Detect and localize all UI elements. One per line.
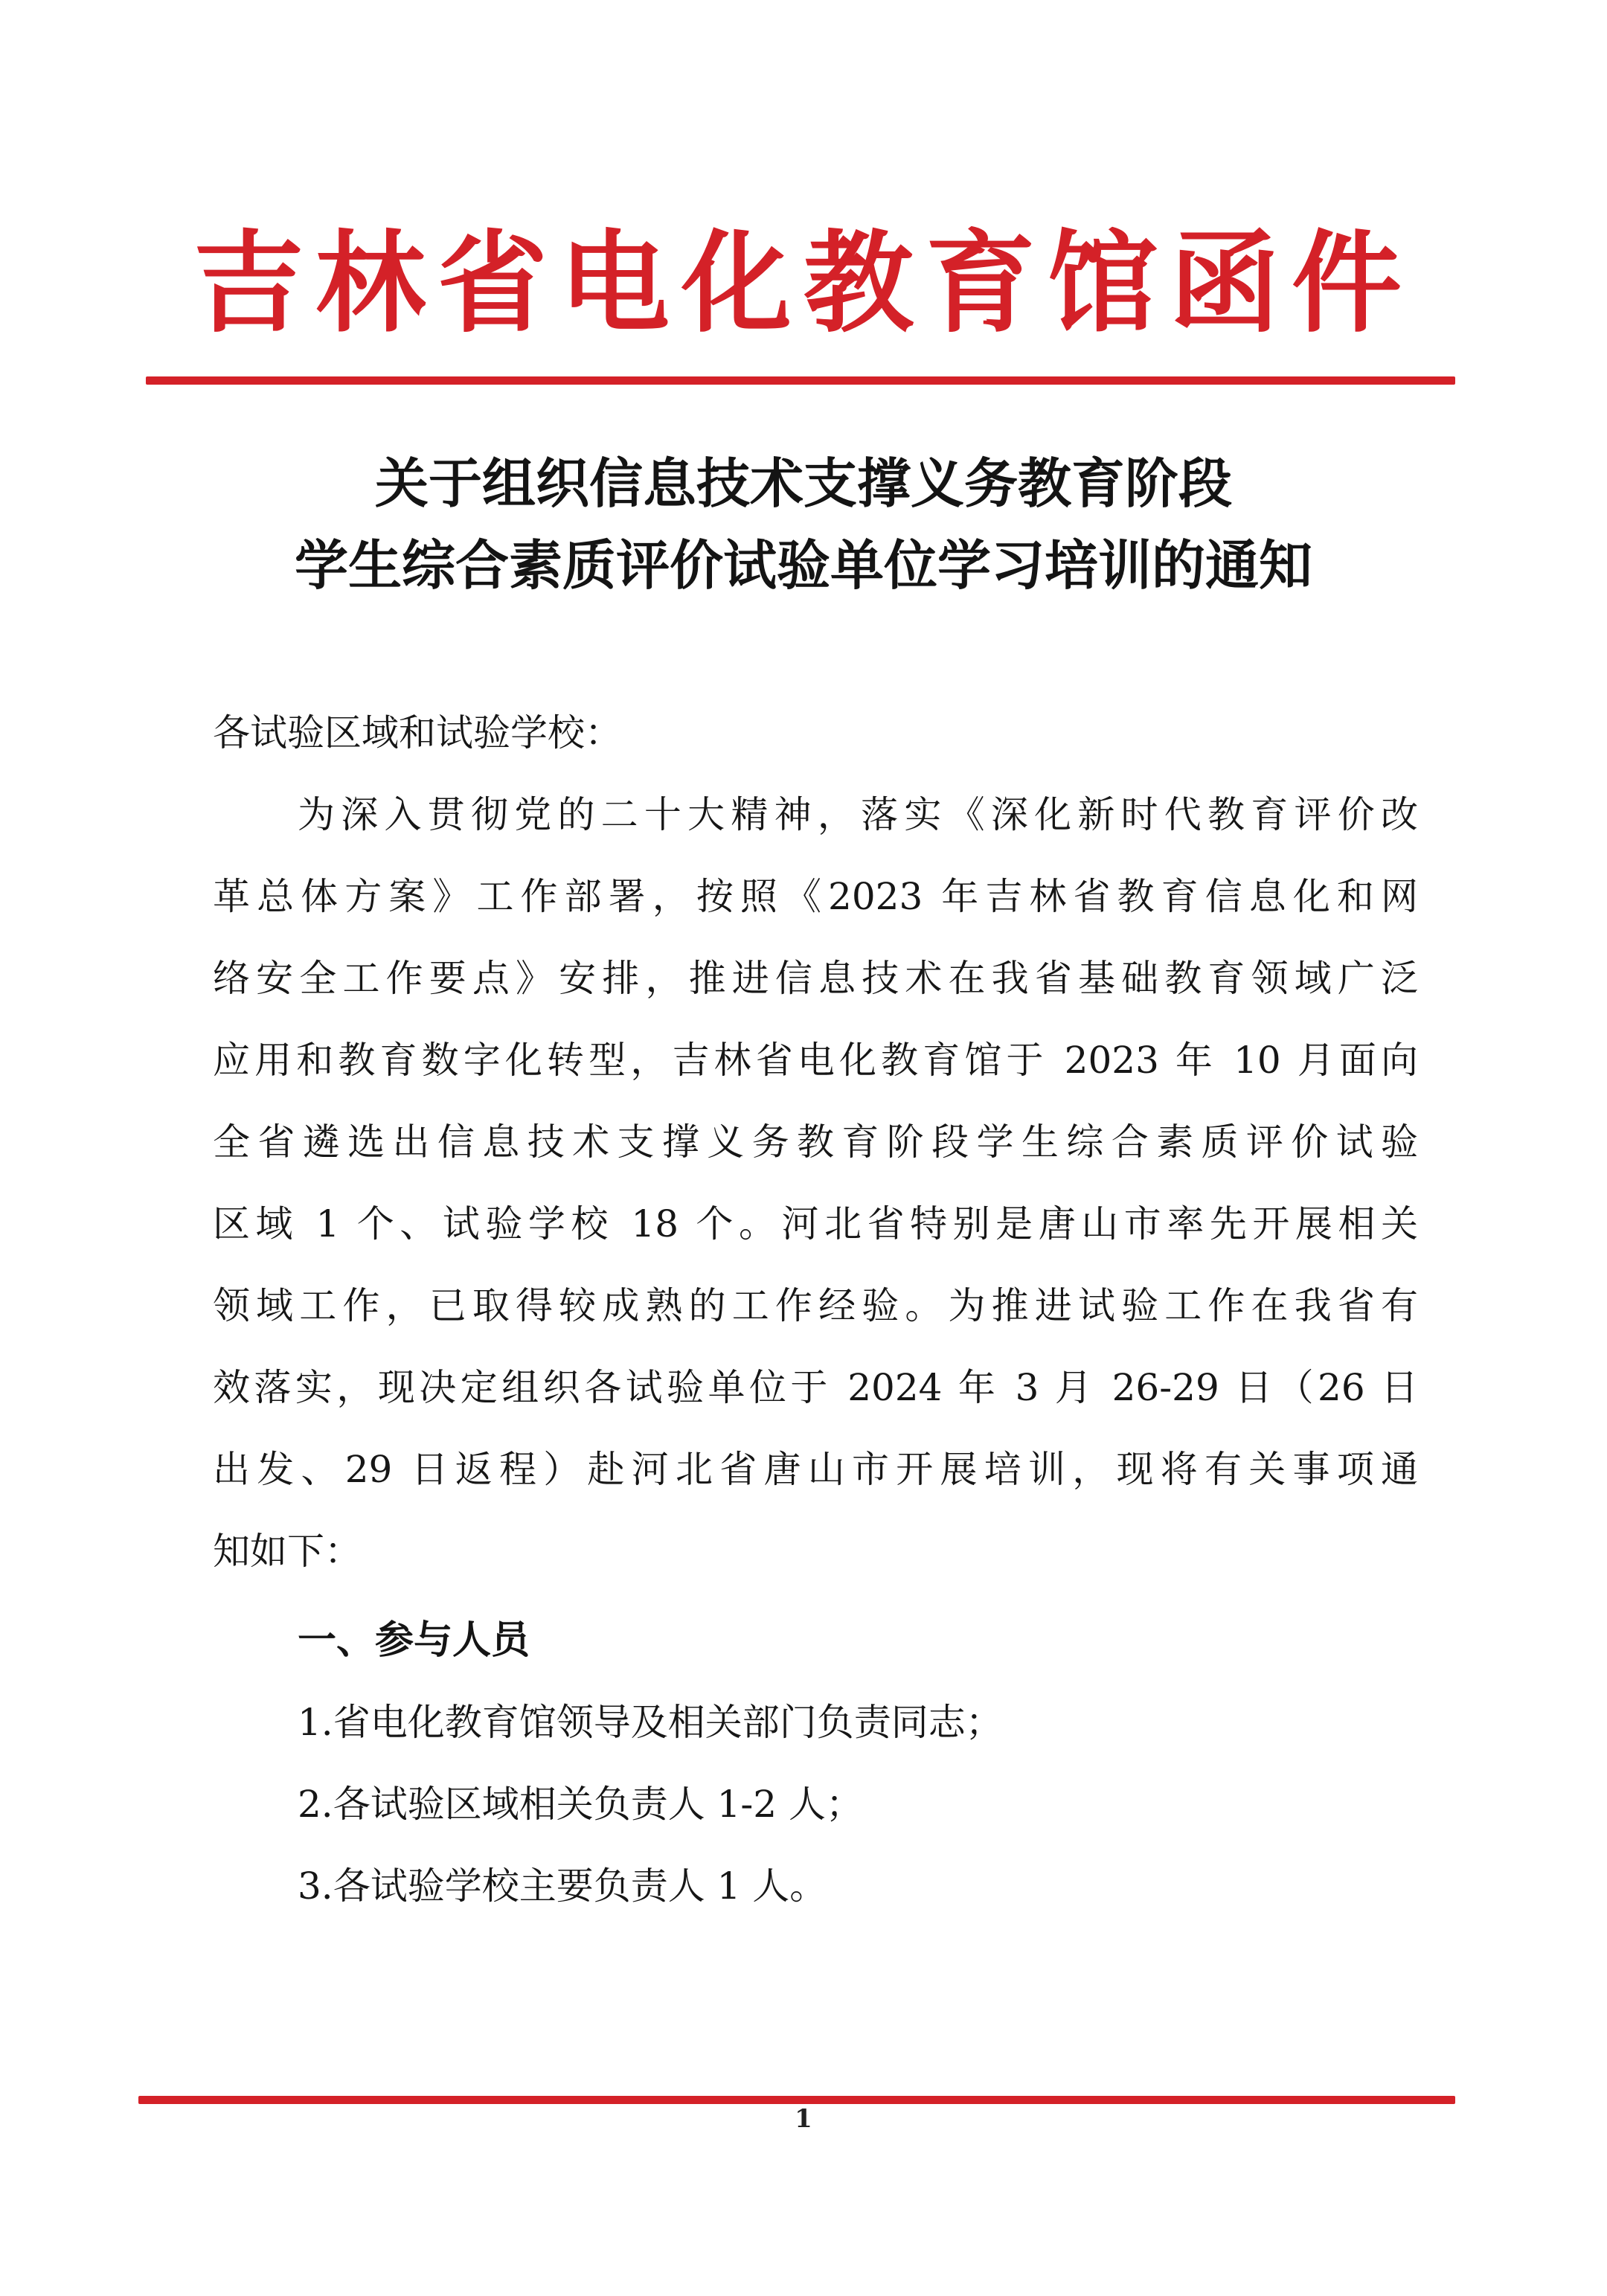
body-line: 出发、29 日返程）赴河北省唐山市开展培训，现将有关事项通 (213, 1448, 1418, 1491)
footer-red-rule (138, 2096, 1455, 2104)
body-line: 络安全工作要点》安排，推进信息技术在我省基础教育领域广泛 (213, 957, 1418, 1000)
body-line: 领域工作，已取得较成熟的工作经验。为推进试验工作在我省有 (213, 1284, 1418, 1327)
body-line: 应用和教育数字化转型，吉林省电化教育馆于 2023 年 10 月面向 (213, 1039, 1418, 1082)
body-paragraph (213, 774, 1418, 1592)
body-line: 革总体方案》工作部署，按照《2023 年吉林省教育信息化和网 (213, 875, 1418, 918)
list-item: 1.省电化教育馆领导及相关部门负责同志； (298, 1701, 1003, 1744)
section-heading-participants: 一、参与人员 (298, 1618, 530, 1663)
body-line: 效落实，现决定组织各试验单位于 2024 年 3 月 26-29 日（26 日 (213, 1366, 1418, 1409)
list-item: 2.各试验区域相关负责人 1-2 人； (298, 1783, 864, 1826)
header-red-rule (146, 376, 1455, 385)
list-item: 3.各试验学校主要负责人 1 人。 (298, 1864, 827, 1908)
notice-title-line-2: 学生综合素质评价试验单位学习培训的通知 (294, 534, 1312, 597)
letterhead-title: 吉林省电化教育馆函件 (193, 218, 1414, 347)
body-line: 全省遴选出信息技术支撑义务教育阶段学生综合素质评价试验 (213, 1120, 1418, 1164)
salutation: 各试验区域和试验学校： (213, 711, 622, 754)
page-number: 1 (795, 2104, 812, 2134)
body-line: 为深入贯彻党的二十大精神，落实《深化新时代教育评价改 (298, 793, 1418, 836)
notice-title-line-1: 关于组织信息技术支撑义务教育阶段 (374, 452, 1232, 515)
body-line: 区域 1 个、试验学校 18 个。河北省特别是唐山市率先开展相关 (213, 1202, 1418, 1245)
body-line: 知如下： (213, 1530, 362, 1573)
participants-list (298, 1681, 1003, 1927)
